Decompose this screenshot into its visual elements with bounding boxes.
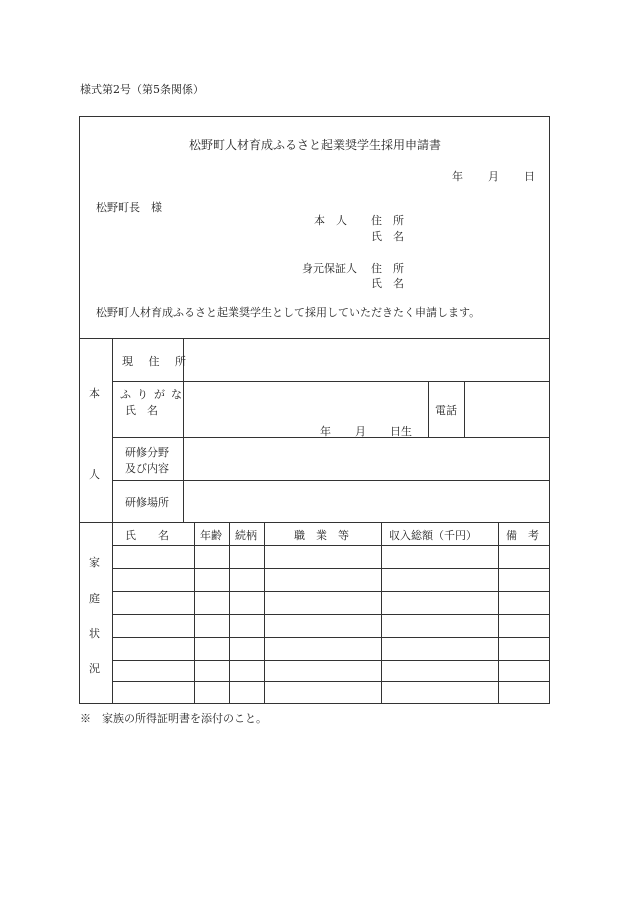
divider-row-1 (112, 381, 550, 382)
applicant-name-label: 氏 名 (371, 230, 404, 243)
form-title: 松野町人材育成ふるさと起業奨学生採用申請書 (188, 138, 441, 152)
divider-row-3 (112, 480, 550, 481)
family-header-age: 年齢 (200, 529, 222, 542)
application-statement: 松野町人材育成ふるさと起業奨学生として採用していただきたく申請します。 (96, 306, 481, 319)
furigana-label: ふりがな (120, 388, 188, 401)
personal-side-label-1: 本 (89, 387, 100, 400)
applicant-label: 本 人 (314, 214, 347, 227)
date-month-label: 月 (488, 170, 499, 183)
form-number-label: 様式第2号（第5条関係） (80, 83, 204, 96)
family-side-label-1: 家 (89, 556, 100, 569)
family-row-line (112, 545, 550, 546)
date-day-label: 日 (524, 170, 535, 183)
birth-month-label: 月 (355, 425, 366, 438)
divider-family-top (79, 522, 550, 523)
family-row-line (112, 637, 550, 638)
divider-row-2 (112, 437, 550, 438)
family-row-line (112, 614, 550, 615)
current-address-label: 現 住 所 (122, 355, 192, 368)
training-place-label: 研修場所 (125, 496, 169, 509)
family-col-divider-4 (381, 522, 382, 704)
family-header-relation: 続柄 (235, 529, 257, 542)
family-side-label-2: 庭 (89, 592, 100, 605)
phone-label: 電話 (435, 404, 457, 417)
family-side-label-4: 況 (89, 662, 100, 675)
birth-year-label: 年 (320, 425, 331, 438)
addressee: 松野町長 様 (96, 201, 162, 214)
family-header-remarks: 備 考 (506, 529, 539, 542)
divider-personal-top (79, 338, 550, 339)
birth-day-label: 日生 (390, 425, 412, 438)
family-row-line (112, 591, 550, 592)
family-row-line (112, 568, 550, 569)
personal-side-divider (112, 338, 113, 522)
phone-left-divider (428, 381, 429, 437)
family-header-name: 氏 名 (125, 529, 169, 542)
training-field-label-1: 研修分野 (125, 446, 169, 459)
footnote: ※ 家族の所得証明書を添付のこと。 (80, 712, 267, 725)
family-row-line (112, 660, 550, 661)
guarantor-name-label: 氏 名 (371, 277, 404, 290)
family-header-income: 収入総額（千円） (389, 529, 477, 542)
guarantor-address-label: 住 所 (371, 262, 404, 275)
date-year-label: 年 (452, 170, 463, 183)
family-side-label-3: 状 (89, 627, 100, 640)
family-side-divider (112, 522, 113, 704)
family-header-occupation: 職 業 等 (294, 529, 349, 542)
family-row-line (112, 681, 550, 682)
family-col-divider-5 (498, 522, 499, 704)
guarantor-label: 身元保証人 (302, 262, 357, 275)
personal-side-label-2: 人 (89, 468, 100, 481)
name-label: 氏 名 (125, 404, 158, 417)
family-col-divider-1 (194, 522, 195, 704)
applicant-address-label: 住 所 (371, 214, 404, 227)
family-col-divider-3 (264, 522, 265, 704)
training-field-label-2: 及び内容 (125, 462, 169, 475)
family-col-divider-2 (229, 522, 230, 704)
phone-right-divider (464, 381, 465, 437)
